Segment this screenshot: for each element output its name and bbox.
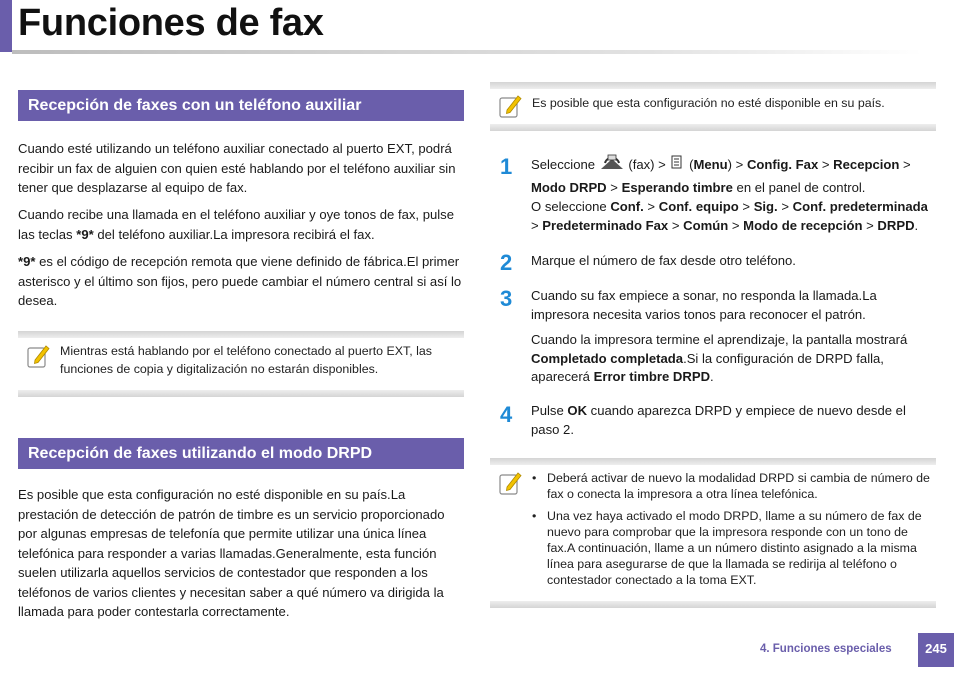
error-timbre-label: Error timbre DRPD	[593, 369, 711, 384]
note-bottom-bar	[490, 601, 936, 608]
section-heading-auxiliary-phone: Recepción de faxes con un teléfono auxiliar	[18, 90, 464, 121]
step-3-text: Cuando su fax empiece a sonar, no responda la llamada.La impresora necesita varios tonos para reconocer el patrón.	[531, 288, 877, 322]
text-fragment: Seleccione	[531, 157, 599, 173]
note-text: Mientras está hablando por el teléfono conectado al puerto EXT, las funciones de copia y digitalización no estarán disponibles.	[60, 344, 432, 376]
paragraph-remote-code	[18, 252, 466, 311]
note-bottom-bar	[490, 124, 936, 131]
recepcion-label: Recepcion	[833, 157, 900, 173]
text-fragment: Cuando la impresora termine el aprendizaje, la pantalla mostrará	[531, 332, 908, 347]
text-fragment: >	[643, 199, 659, 214]
footer-chapter-label: 4. Funciones especiales	[760, 643, 892, 655]
text-fragment: en el panel de control.	[732, 179, 866, 195]
pencil-note-icon	[498, 93, 524, 119]
text-fragment: >	[899, 157, 911, 173]
step-number-3: 3	[500, 286, 513, 311]
text-fragment: >	[728, 217, 744, 233]
step-1-alternative	[531, 198, 936, 235]
text-fragment: cuando aparezca DRPD y empiece de nuevo desde el paso 2.	[531, 403, 906, 437]
conf-label: Conf.	[610, 199, 644, 214]
completado-label: Completado completada	[531, 350, 684, 366]
esperando-timbre-label: Esperando timbre	[621, 179, 733, 195]
title-accent-bar	[0, 0, 12, 52]
fax-icon	[599, 153, 625, 179]
section-heading-drpd: Recepción de faxes utilizando el modo DRPD	[18, 438, 464, 469]
ok-label: OK	[567, 403, 588, 418]
list-item: • Una vez haya activado el modo DRPD, llame a su número de fax de nuevo para comprobar que la impresora responde con un tono de fax.A continuación, llame a un número distinto asignado a la misma línea para asegurarse de que la llamada se redirija al teléfono o contestador conectado a la toma EXT.	[532, 508, 932, 588]
text-fragment: ) >	[727, 157, 747, 173]
text-fragment: >	[738, 199, 754, 214]
code-9: *9*	[18, 254, 36, 269]
menu-label: Menu	[693, 157, 728, 173]
note-text: Es posible que esta configuración no esté disponible en su país.	[532, 96, 885, 110]
text-fragment: O seleccione	[531, 199, 611, 214]
text-fragment: .Si la configuración de DRPD falla, aparecerá	[531, 350, 884, 384]
note-box-availability	[490, 82, 936, 131]
title-divider	[12, 50, 922, 54]
paragraph-drpd-intro: Es posible que esta configuración no esté disponible en su país.La prestación de detección de patrón de timbre es un servicio proporcionado por algunas empresas de telefonía que permite utilizar una única línea telefónica para responder a varias llamadas.Generalmente, esta función suelen utilizarla aquellos servicios de contestador que responden a los teléfonos de varios clientes y necesitan saber a qué número va dirigida la llamada para poder contestarla correctamente.	[18, 487, 445, 619]
config-fax-label: Config. Fax	[746, 157, 819, 173]
pencil-note-icon	[26, 343, 52, 369]
text-fragment: >	[668, 217, 684, 233]
note-top-bar	[490, 82, 936, 89]
drpd-label: DRPD	[877, 217, 915, 233]
text-fragment: es el código de recepción remota que viene definido de fábrica.El primer asterisco y el último son fijos, pero puede cambiar el número central si así lo desea.	[18, 254, 462, 308]
page-number-badge: 245	[918, 633, 954, 667]
text-fragment: >	[606, 179, 622, 195]
page-title: Funciones de fax	[18, 2, 324, 44]
text-fragment: >	[777, 199, 793, 214]
text-fragment: Cuando recibe una llamada en el teléfono auxiliar y oye tonos de fax, pulse las teclas	[18, 207, 455, 242]
paragraph-aux-keys	[18, 205, 466, 244]
menu-icon	[669, 155, 685, 177]
text-fragment: del teléfono auxiliar.La impresora recibirá el fax.	[93, 226, 375, 242]
text-fragment: >	[531, 217, 543, 233]
modo-recepcion-label: Modo de recepción	[743, 217, 863, 233]
step-1-text	[531, 153, 936, 197]
text-fragment: .	[914, 217, 919, 233]
conf-equipo-label: Conf. equipo	[658, 199, 739, 214]
step-3-result	[531, 331, 936, 387]
text-fragment: (	[685, 157, 694, 173]
comun-label: Común	[683, 217, 729, 233]
note-bullet-list	[532, 470, 932, 594]
list-item: • Deberá activar de nuevo la modalidad DRPD si cambia de número de fax o conecta la impresora a otra línea telefónica.	[532, 470, 932, 502]
step-number-1: 1	[500, 154, 513, 179]
predeterminado-fax-label: Predeterminado Fax	[542, 217, 669, 233]
conf-predeterminada-label: Conf. predeterminada	[792, 199, 928, 214]
step-number-2: 2	[500, 250, 513, 275]
note-box-drpd	[490, 458, 936, 608]
sig-label: Sig.	[753, 199, 778, 214]
modo-drpd-label: Modo DRPD	[531, 179, 607, 195]
step-2-text: Marque el número de fax desde otro teléfono.	[531, 253, 796, 268]
text-fragment: >	[818, 157, 834, 173]
note-box-aux-phone	[18, 331, 464, 397]
note-top-bar	[490, 458, 936, 465]
pencil-note-icon	[498, 470, 524, 496]
step-number-4: 4	[500, 402, 513, 427]
step-4-text	[531, 402, 936, 439]
text-fragment: Pulse	[531, 403, 568, 418]
note-top-bar	[18, 331, 464, 338]
paragraph-aux-intro: Cuando esté utilizando un teléfono auxiliar conectado al puerto EXT, podrá recibir un fax de alguien con quien esté hablando por el teléfono auxiliar sin tener que desplazarse al equipo de fax.	[18, 141, 456, 195]
text-fragment: >	[862, 217, 878, 233]
note-bottom-bar	[18, 390, 464, 397]
text-fragment: (fax) >	[624, 157, 670, 173]
code-9: *9*	[76, 226, 94, 242]
text-fragment: .	[710, 369, 714, 384]
